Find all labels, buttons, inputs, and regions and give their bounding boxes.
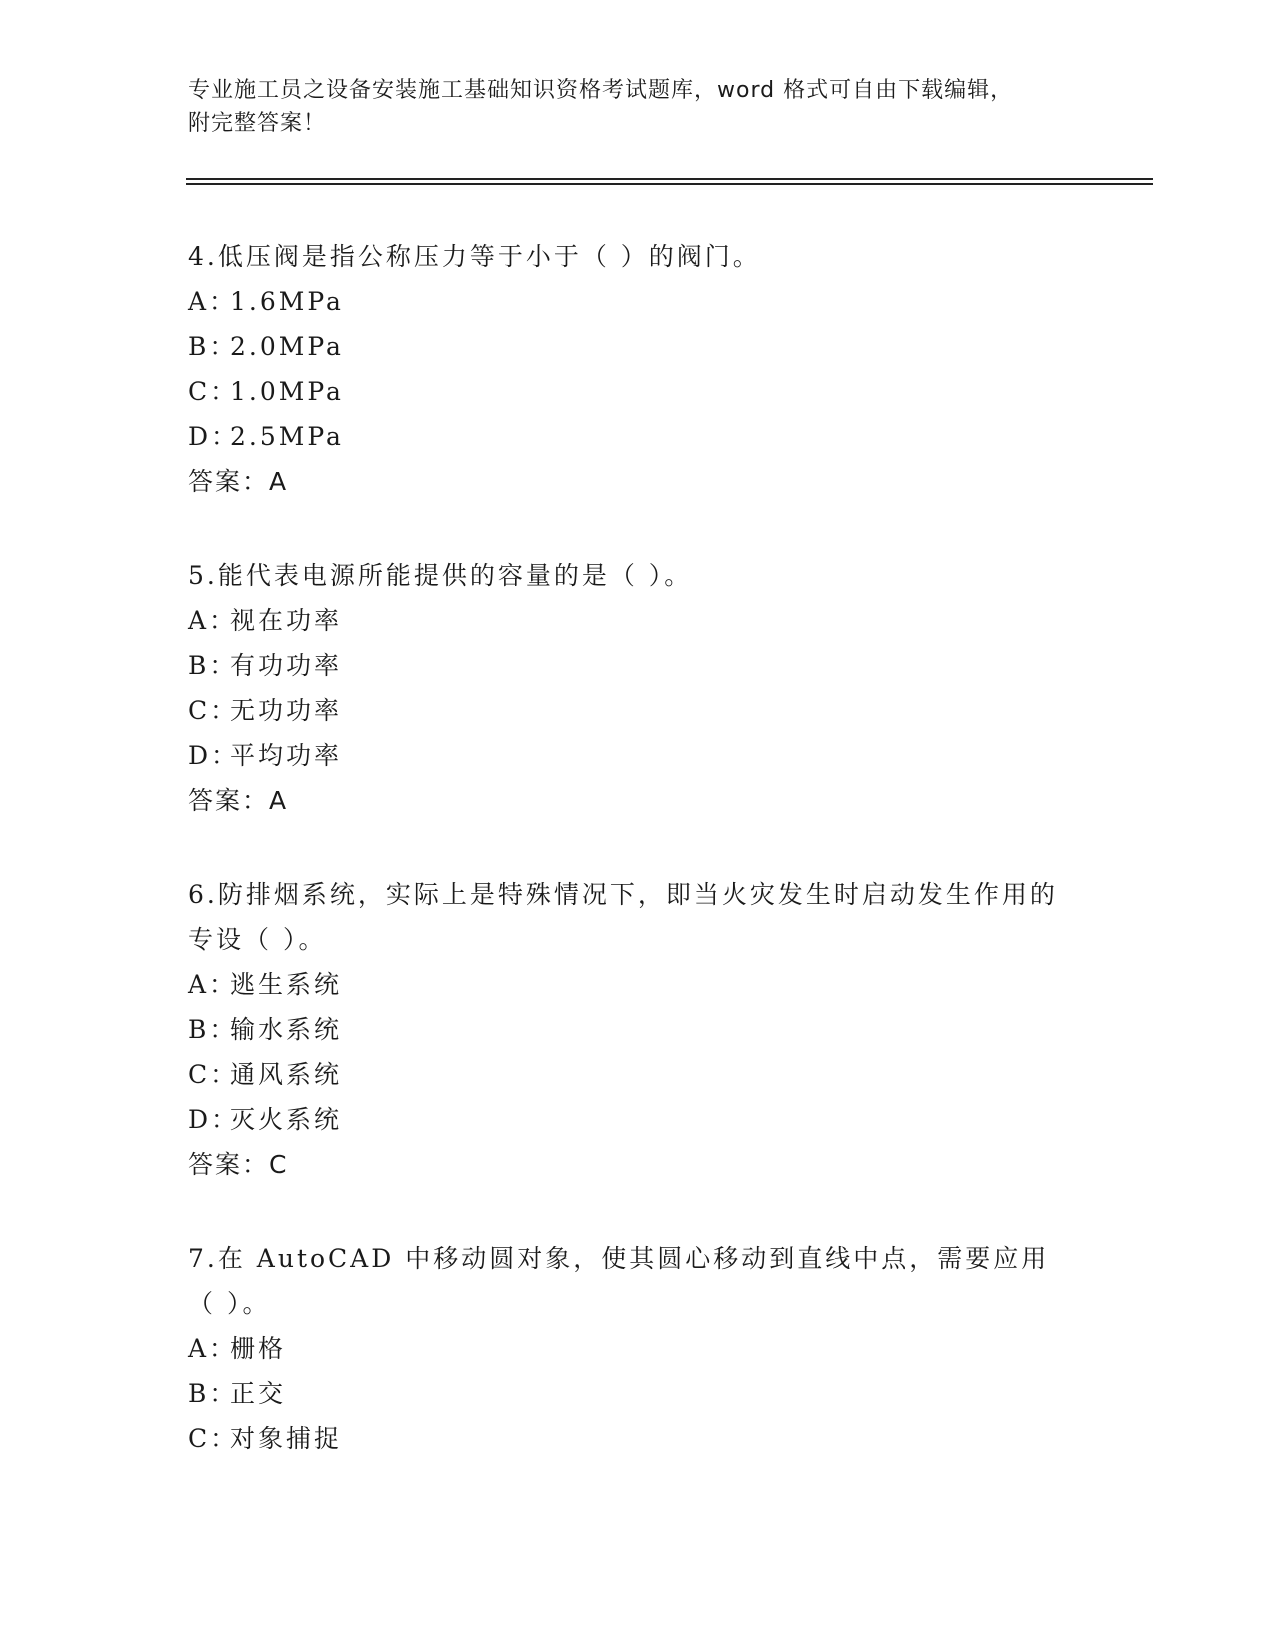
option-d xyxy=(188,1097,1068,1142)
option-text: 无功功率 xyxy=(230,696,343,725)
question-7 xyxy=(188,1236,1068,1461)
option-text: 栅格 xyxy=(230,1334,287,1363)
question-stem: 6.防排烟系统，实际上是特殊情况下，即当火灾发生时启动发生作用的专设（ ）。 xyxy=(188,880,1058,954)
option-c xyxy=(188,688,1068,733)
option-label: C： xyxy=(188,1060,239,1089)
option-text: 平均功率 xyxy=(230,741,343,770)
option-a xyxy=(188,598,1068,643)
option-c xyxy=(188,1052,1068,1097)
question-4 xyxy=(188,234,1068,504)
answer: 答案：A xyxy=(188,786,289,815)
option-text: 2.5MPa xyxy=(230,422,344,451)
option-b xyxy=(188,324,1068,369)
option-label: B： xyxy=(188,1379,238,1408)
option-text: 有功功率 xyxy=(230,651,343,680)
option-a xyxy=(188,962,1068,1007)
option-label: C： xyxy=(188,696,239,725)
answer: 答案：A xyxy=(188,467,289,496)
option-c xyxy=(188,369,1068,414)
option-b xyxy=(188,1007,1068,1052)
option-label: A： xyxy=(188,1334,238,1363)
option-text: 1.6MPa xyxy=(230,287,344,316)
option-text: 视在功率 xyxy=(230,606,343,635)
header-line-1: 专业施工员之设备安装施工基础知识资格考试题库，word 格式可自由下载编辑， xyxy=(188,78,1014,103)
header-divider-bottom xyxy=(186,183,1153,185)
option-b xyxy=(188,1371,1068,1416)
option-text: 通风系统 xyxy=(230,1060,343,1089)
option-label: D： xyxy=(188,1105,240,1134)
option-d xyxy=(188,414,1068,459)
option-label: B： xyxy=(188,651,238,680)
answer: 答案：C xyxy=(188,1150,289,1179)
option-text: 逃生系统 xyxy=(230,970,343,999)
option-label: A： xyxy=(188,287,238,316)
option-text: 输水系统 xyxy=(230,1015,343,1044)
question-stem: 5.能代表电源所能提供的容量的是（ ）。 xyxy=(188,561,693,590)
option-a xyxy=(188,279,1068,324)
option-text: 1.0MPa xyxy=(230,377,344,406)
document-header xyxy=(188,74,1088,140)
option-b xyxy=(188,643,1068,688)
question-6 xyxy=(188,872,1068,1187)
option-label: A： xyxy=(188,606,238,635)
option-text: 2.0MPa xyxy=(230,332,344,361)
option-text: 对象捕捉 xyxy=(230,1424,343,1453)
header-divider-top xyxy=(186,178,1153,180)
header-line-2: 附完整答案！ xyxy=(188,111,327,136)
option-c xyxy=(188,1416,1068,1461)
option-d xyxy=(188,733,1068,778)
option-text: 灭火系统 xyxy=(230,1105,343,1134)
option-label: B： xyxy=(188,332,238,361)
option-a xyxy=(188,1326,1068,1371)
option-text: 正交 xyxy=(230,1379,287,1408)
option-label: D： xyxy=(188,741,240,770)
question-stem: 7.在 AutoCAD 中移动圆对象，使其圆心移动到直线中点，需要应用（ ）。 xyxy=(188,1244,1050,1318)
question-stem: 4.低压阀是指公称压力等于小于（ ）的阀门。 xyxy=(188,242,761,271)
option-label: D： xyxy=(188,422,240,451)
option-label: A： xyxy=(188,970,238,999)
option-label: C： xyxy=(188,377,239,406)
question-5 xyxy=(188,553,1068,823)
option-label: B： xyxy=(188,1015,238,1044)
option-label: C： xyxy=(188,1424,239,1453)
